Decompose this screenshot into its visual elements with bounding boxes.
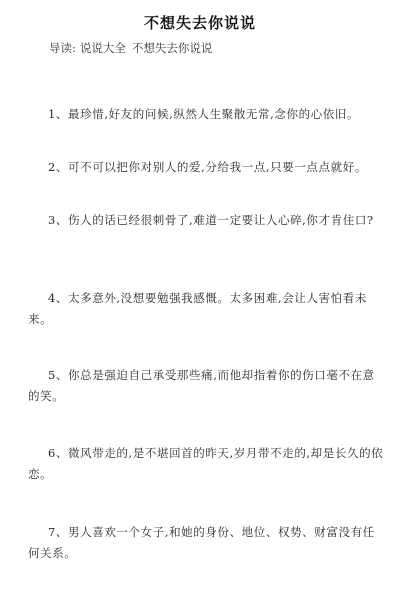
quote-item-4: 4、太多意外,没想要勉强我感慨。太多困难,会让人害怕看未来。 bbox=[28, 290, 367, 326]
intro-line bbox=[49, 40, 212, 56]
quote-item-1: 1、最珍惜,好友的问候,纵然人生聚散无常,念你的心依旧。 bbox=[48, 106, 360, 121]
quote-item-5: 5、你总是强迫自己承受那些痛,而他却指着你的伤口毫不在意的笑。 bbox=[28, 367, 375, 403]
intro-label: 导读: bbox=[49, 41, 76, 55]
quote-item-6: 6、微风带走的,是不堪回首的昨天,岁月带不走的,却是长久的依恋。 bbox=[28, 445, 384, 481]
intro-category: 说说大全 bbox=[79, 41, 126, 55]
quote-item-3: 3、伤人的话已经很刺骨了,难道一定要让人心碎,你才肯住口? bbox=[48, 212, 374, 227]
quote-item-7: 7、男人喜欢一个女子,和她的身份、地位、权势、财富没有任何关系。 bbox=[28, 524, 375, 560]
intro-topic: 不想失去你说说 bbox=[131, 41, 213, 55]
quote-item-2: 2、可不可以把你对别人的爱,分给我一点,只要一点点就好。 bbox=[48, 159, 367, 174]
page-title: 不想失去你说说 bbox=[143, 14, 256, 32]
